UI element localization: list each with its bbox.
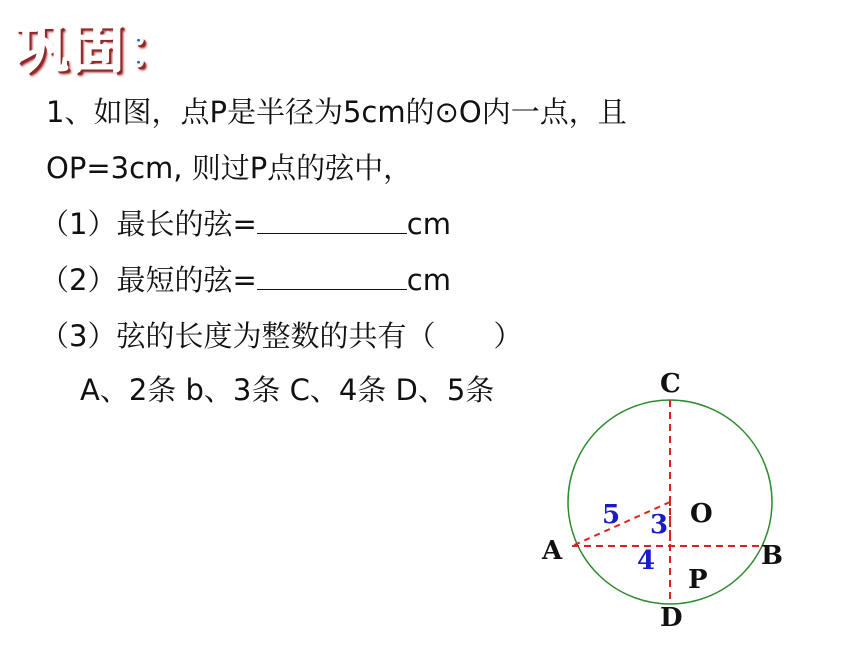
page-title: 巩固： [14,17,182,80]
label-d: D [660,603,683,633]
question-2-text: （2）最短的弦= [40,263,257,297]
label-a: A [542,536,563,566]
label-c: C [660,369,681,399]
length-label-hyp: 5 [602,500,621,530]
answer-options: A、2条 b、3条 C、4条 D、5条 [80,373,495,407]
label-b: B [761,541,783,571]
problem-line-1: 1、如图，点P是半径为5cm的⊙O内一点，且 [46,95,627,129]
question-3-close: ） [493,319,523,353]
length-label-horiz: 4 [637,546,656,576]
problem-line-2: OP=3cm, 则过P点的弦中， [46,151,413,185]
question-1-text: （1）最长的弦= [40,207,257,241]
label-o: O [690,499,713,529]
question-2-unit: cm [406,263,451,297]
label-p: P [688,565,708,595]
question-3-text: （3）弦的长度为整数的共有（ [40,319,436,353]
length-label-vert: 3 [650,510,669,540]
question-1-unit: cm [406,207,451,241]
